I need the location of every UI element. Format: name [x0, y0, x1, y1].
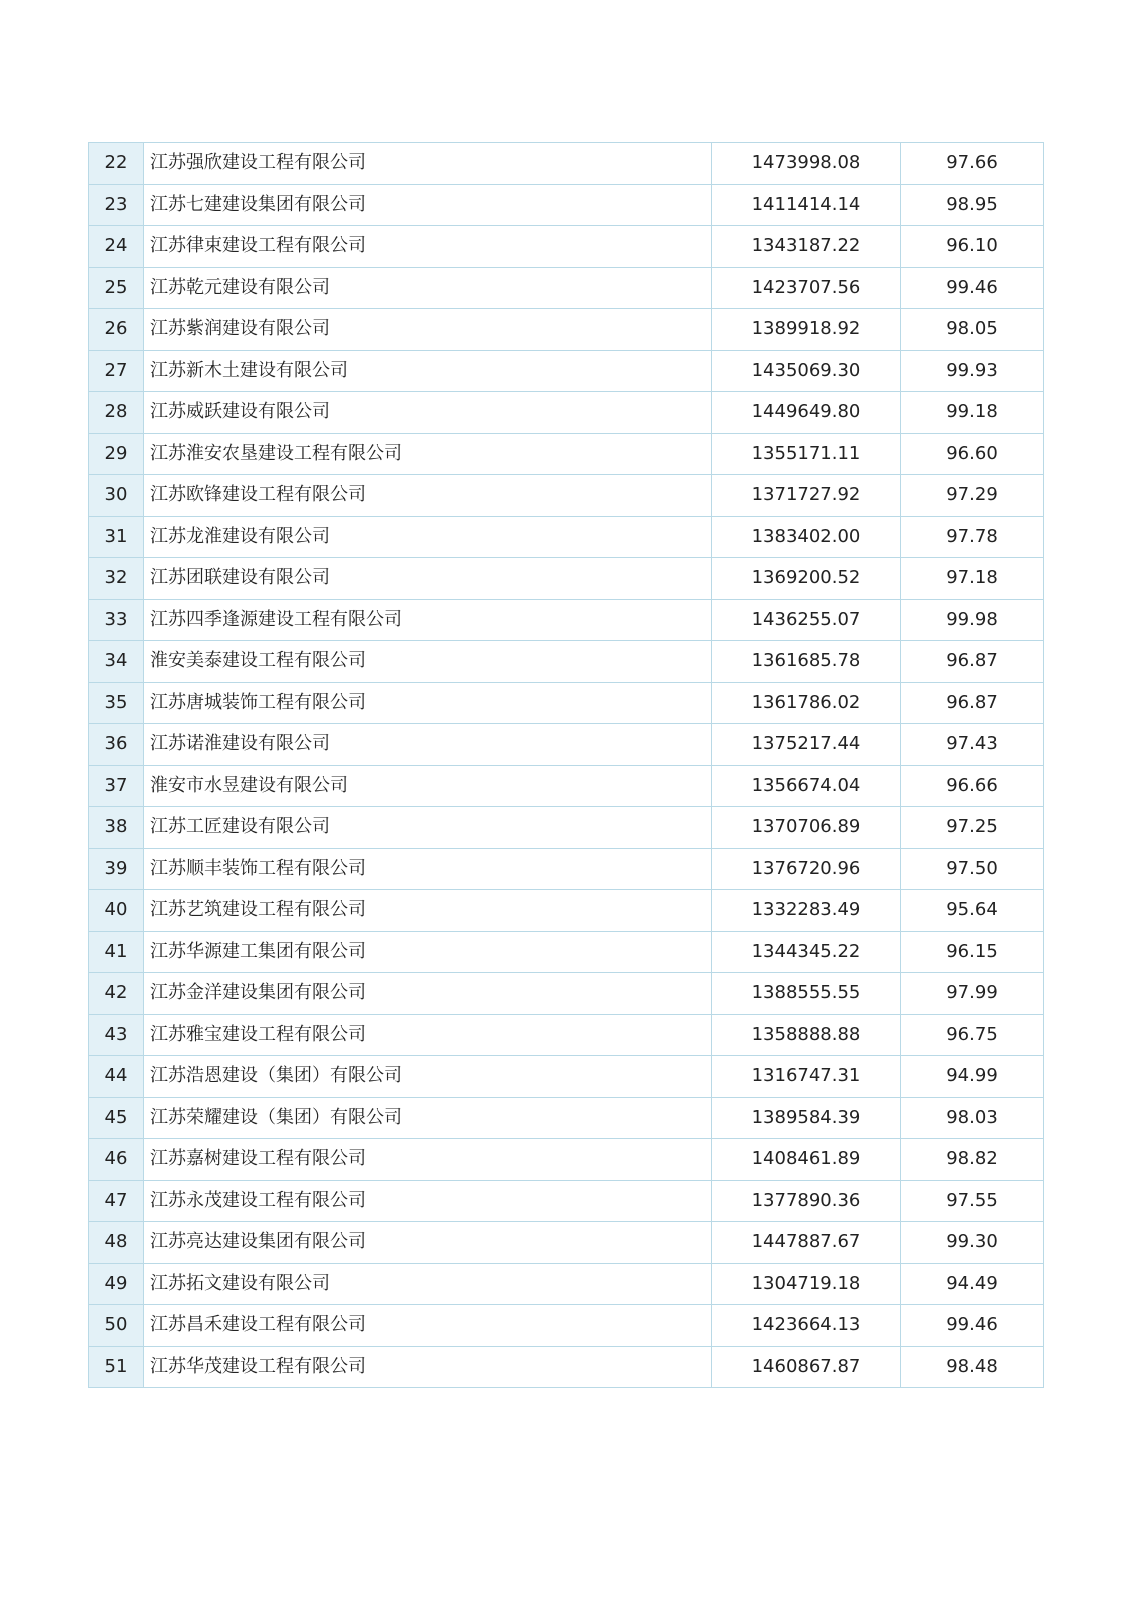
company-name-cell: 江苏嘉树建设工程有限公司: [144, 1139, 712, 1181]
company-name-cell: 江苏紫润建设有限公司: [144, 309, 712, 351]
score-cell: 99.46: [901, 267, 1044, 309]
row-number-cell: 23: [89, 184, 144, 226]
table-row: [89, 1222, 1044, 1264]
bid-price-cell: 1389584.39: [712, 1097, 901, 1139]
score-cell: 99.46: [901, 1305, 1044, 1347]
row-number-cell: 34: [89, 641, 144, 683]
row-number-cell: 41: [89, 931, 144, 973]
score-cell: 94.49: [901, 1263, 1044, 1305]
company-name-cell: 江苏拓文建设有限公司: [144, 1263, 712, 1305]
table-row: [89, 890, 1044, 932]
score-cell: 99.93: [901, 350, 1044, 392]
row-number-cell: 31: [89, 516, 144, 558]
row-number-cell: 28: [89, 392, 144, 434]
score-cell: 99.98: [901, 599, 1044, 641]
row-number-cell: 50: [89, 1305, 144, 1347]
company-name-cell: 江苏华源建工集团有限公司: [144, 931, 712, 973]
table-body: [89, 143, 1044, 1388]
company-name-cell: 江苏金洋建设集团有限公司: [144, 973, 712, 1015]
row-number-cell: 30: [89, 475, 144, 517]
score-cell: 97.50: [901, 848, 1044, 890]
score-cell: 99.18: [901, 392, 1044, 434]
table-row: [89, 931, 1044, 973]
bid-price-cell: 1423707.56: [712, 267, 901, 309]
bid-price-cell: 1408461.89: [712, 1139, 901, 1181]
row-number-cell: 37: [89, 765, 144, 807]
bid-results-table: [88, 142, 1044, 1388]
score-cell: 94.99: [901, 1056, 1044, 1098]
row-number-cell: 48: [89, 1222, 144, 1264]
row-number-cell: 35: [89, 682, 144, 724]
row-number-cell: 38: [89, 807, 144, 849]
table-row: [89, 1014, 1044, 1056]
company-name-cell: 淮安美泰建设工程有限公司: [144, 641, 712, 683]
score-cell: 96.75: [901, 1014, 1044, 1056]
row-number-cell: 36: [89, 724, 144, 766]
bid-price-cell: 1383402.00: [712, 516, 901, 558]
bid-price-cell: 1377890.36: [712, 1180, 901, 1222]
row-number-cell: 32: [89, 558, 144, 600]
row-number-cell: 49: [89, 1263, 144, 1305]
row-number-cell: 24: [89, 226, 144, 268]
table-row: [89, 350, 1044, 392]
company-name-cell: 江苏团联建设有限公司: [144, 558, 712, 600]
row-number-cell: 40: [89, 890, 144, 932]
row-number-cell: 39: [89, 848, 144, 890]
bid-price-cell: 1358888.88: [712, 1014, 901, 1056]
table-row: [89, 143, 1044, 185]
row-number-cell: 29: [89, 433, 144, 475]
row-number-cell: 43: [89, 1014, 144, 1056]
score-cell: 97.99: [901, 973, 1044, 1015]
table-row: [89, 848, 1044, 890]
company-name-cell: 江苏新木土建设有限公司: [144, 350, 712, 392]
table-row: [89, 641, 1044, 683]
company-name-cell: 江苏雅宝建设工程有限公司: [144, 1014, 712, 1056]
table-row: [89, 765, 1044, 807]
bid-price-cell: 1316747.31: [712, 1056, 901, 1098]
bid-price-cell: 1411414.14: [712, 184, 901, 226]
score-cell: 96.87: [901, 641, 1044, 683]
row-number-cell: 25: [89, 267, 144, 309]
table-row: [89, 1056, 1044, 1098]
score-cell: 97.66: [901, 143, 1044, 185]
table-row: [89, 267, 1044, 309]
table-row: [89, 475, 1044, 517]
bid-price-cell: 1436255.07: [712, 599, 901, 641]
company-name-cell: 江苏昌禾建设工程有限公司: [144, 1305, 712, 1347]
table-row: [89, 1305, 1044, 1347]
bid-price-cell: 1356674.04: [712, 765, 901, 807]
bid-price-cell: 1332283.49: [712, 890, 901, 932]
bid-price-cell: 1473998.08: [712, 143, 901, 185]
table-row: [89, 599, 1044, 641]
company-name-cell: 江苏永茂建设工程有限公司: [144, 1180, 712, 1222]
company-name-cell: 江苏淮安农垦建设工程有限公司: [144, 433, 712, 475]
score-cell: 96.60: [901, 433, 1044, 475]
company-name-cell: 江苏华茂建设工程有限公司: [144, 1346, 712, 1388]
score-cell: 98.95: [901, 184, 1044, 226]
bid-price-cell: 1460867.87: [712, 1346, 901, 1388]
row-number-cell: 46: [89, 1139, 144, 1181]
score-cell: 97.78: [901, 516, 1044, 558]
company-name-cell: 江苏威跃建设有限公司: [144, 392, 712, 434]
bid-price-cell: 1371727.92: [712, 475, 901, 517]
company-name-cell: 江苏工匠建设有限公司: [144, 807, 712, 849]
company-name-cell: 江苏浩恩建设（集团）有限公司: [144, 1056, 712, 1098]
bid-price-cell: 1423664.13: [712, 1305, 901, 1347]
company-name-cell: 江苏龙淮建设有限公司: [144, 516, 712, 558]
score-cell: 99.30: [901, 1222, 1044, 1264]
table-row: [89, 1263, 1044, 1305]
table-row: [89, 682, 1044, 724]
company-name-cell: 江苏亮达建设集团有限公司: [144, 1222, 712, 1264]
score-cell: 97.18: [901, 558, 1044, 600]
bid-price-cell: 1447887.67: [712, 1222, 901, 1264]
company-name-cell: 江苏乾元建设有限公司: [144, 267, 712, 309]
table-row: [89, 1097, 1044, 1139]
bid-price-cell: 1343187.22: [712, 226, 901, 268]
table-row: [89, 392, 1044, 434]
table-row: [89, 184, 1044, 226]
table-row: [89, 1346, 1044, 1388]
score-cell: 97.43: [901, 724, 1044, 766]
row-number-cell: 26: [89, 309, 144, 351]
bid-price-cell: 1376720.96: [712, 848, 901, 890]
row-number-cell: 47: [89, 1180, 144, 1222]
score-cell: 98.82: [901, 1139, 1044, 1181]
table-row: [89, 1139, 1044, 1181]
company-name-cell: 江苏强欣建设工程有限公司: [144, 143, 712, 185]
row-number-cell: 51: [89, 1346, 144, 1388]
score-cell: 96.66: [901, 765, 1044, 807]
score-cell: 97.25: [901, 807, 1044, 849]
score-cell: 97.29: [901, 475, 1044, 517]
bid-price-cell: 1449649.80: [712, 392, 901, 434]
row-number-cell: 45: [89, 1097, 144, 1139]
company-name-cell: 淮安市水昱建设有限公司: [144, 765, 712, 807]
bid-price-cell: 1369200.52: [712, 558, 901, 600]
company-name-cell: 江苏诺淮建设有限公司: [144, 724, 712, 766]
score-cell: 96.87: [901, 682, 1044, 724]
table-row: [89, 807, 1044, 849]
table-row: [89, 558, 1044, 600]
table-row: [89, 226, 1044, 268]
table-row: [89, 516, 1044, 558]
score-cell: 96.10: [901, 226, 1044, 268]
bid-price-cell: 1361685.78: [712, 641, 901, 683]
row-number-cell: 44: [89, 1056, 144, 1098]
row-number-cell: 27: [89, 350, 144, 392]
score-cell: 97.55: [901, 1180, 1044, 1222]
company-name-cell: 江苏顺丰装饰工程有限公司: [144, 848, 712, 890]
bid-price-cell: 1370706.89: [712, 807, 901, 849]
table-row: [89, 1180, 1044, 1222]
score-cell: 95.64: [901, 890, 1044, 932]
row-number-cell: 22: [89, 143, 144, 185]
company-name-cell: 江苏七建建设集团有限公司: [144, 184, 712, 226]
company-name-cell: 江苏律束建设工程有限公司: [144, 226, 712, 268]
table-row: [89, 724, 1044, 766]
company-name-cell: 江苏欧锋建设工程有限公司: [144, 475, 712, 517]
row-number-cell: 33: [89, 599, 144, 641]
table-row: [89, 973, 1044, 1015]
table-row: [89, 309, 1044, 351]
score-cell: 98.05: [901, 309, 1044, 351]
score-cell: 98.03: [901, 1097, 1044, 1139]
bid-price-cell: 1344345.22: [712, 931, 901, 973]
bid-price-cell: 1375217.44: [712, 724, 901, 766]
score-cell: 96.15: [901, 931, 1044, 973]
bid-price-cell: 1304719.18: [712, 1263, 901, 1305]
company-name-cell: 江苏唐城装饰工程有限公司: [144, 682, 712, 724]
bid-price-cell: 1435069.30: [712, 350, 901, 392]
bid-price-cell: 1355171.11: [712, 433, 901, 475]
table-row: [89, 433, 1044, 475]
company-name-cell: 江苏艺筑建设工程有限公司: [144, 890, 712, 932]
score-cell: 98.48: [901, 1346, 1044, 1388]
bid-price-cell: 1388555.55: [712, 973, 901, 1015]
row-number-cell: 42: [89, 973, 144, 1015]
bid-price-cell: 1389918.92: [712, 309, 901, 351]
company-name-cell: 江苏四季逢源建设工程有限公司: [144, 599, 712, 641]
company-name-cell: 江苏荣耀建设（集团）有限公司: [144, 1097, 712, 1139]
bid-price-cell: 1361786.02: [712, 682, 901, 724]
